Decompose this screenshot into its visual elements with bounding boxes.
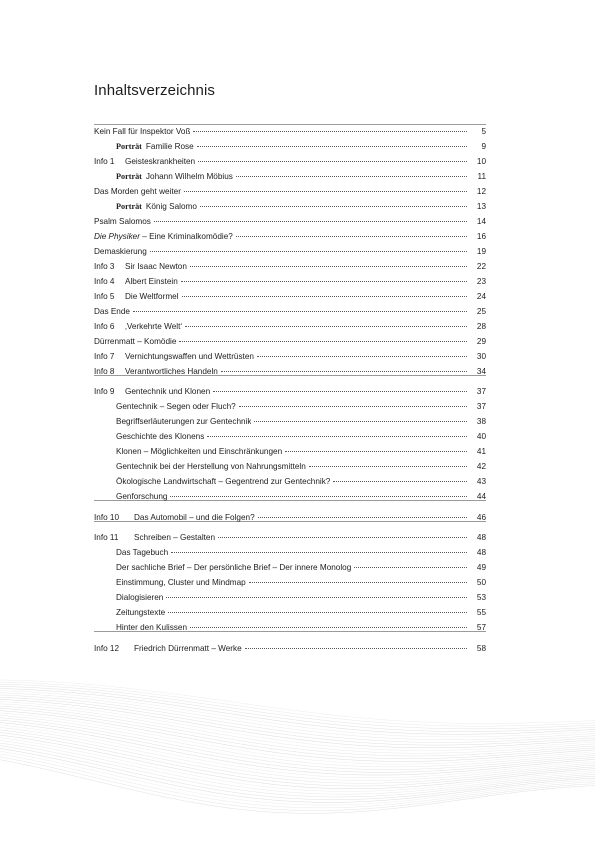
page-number: 30 — [476, 352, 486, 361]
page-number: 43 — [476, 477, 486, 486]
entry-text: Gentechnik – Segen oder Fluch? — [116, 402, 236, 411]
wave-line — [0, 684, 595, 729]
page-number: 16 — [476, 232, 486, 241]
dot-leader — [333, 480, 467, 482]
entry-text: Verantwortliches Handeln — [125, 367, 218, 376]
entry-title — [116, 490, 167, 504]
toc-entry[interactable] — [94, 335, 486, 349]
page-number: 40 — [476, 432, 486, 441]
dot-leader — [245, 647, 467, 649]
toc-entry[interactable] — [94, 125, 486, 139]
entry-text: Schreiben – Gestalten — [134, 533, 216, 542]
toc-entry[interactable] — [94, 561, 486, 575]
page-title: Inhaltsverzeichnis — [94, 82, 216, 100]
toc-entry[interactable] — [94, 591, 486, 605]
dot-leader — [182, 295, 467, 297]
dot-leader — [179, 340, 467, 342]
toc-entry[interactable] — [94, 320, 486, 334]
toc-entry[interactable] — [94, 576, 486, 590]
wave-line — [0, 682, 595, 726]
entry-text: Das Ende — [94, 307, 130, 316]
page-number: 19 — [476, 247, 486, 256]
entry-title — [116, 621, 187, 635]
toc-entry[interactable] — [94, 445, 486, 459]
entry-title — [116, 576, 246, 590]
page-number: 34 — [476, 367, 486, 376]
entry-title — [125, 365, 218, 379]
page-number: 49 — [476, 563, 486, 572]
entry-title — [134, 642, 242, 656]
toc-entry[interactable] — [94, 215, 486, 229]
entry-title — [116, 400, 236, 414]
wave-decoration — [0, 660, 595, 842]
info-prefix: Info 6 — [94, 322, 115, 331]
dot-leader — [185, 325, 467, 327]
entry-title — [125, 350, 254, 364]
info-prefix: Info 1 — [94, 157, 115, 166]
toc-entry[interactable] — [94, 290, 486, 304]
toc-entry[interactable] — [94, 546, 486, 560]
entry-title — [125, 320, 182, 334]
entry-text: Sir Isaac Newton — [125, 262, 187, 271]
toc-entry[interactable] — [94, 400, 486, 414]
entry-title — [116, 475, 330, 489]
entry-text: Geschichte des Klonens — [116, 432, 205, 441]
dot-leader — [309, 465, 467, 467]
entry-title — [116, 561, 351, 575]
dot-leader — [193, 130, 467, 132]
dot-leader — [258, 516, 467, 518]
entry-text: Zeitungstexte — [116, 608, 166, 617]
toc-entry[interactable] — [94, 260, 486, 274]
dot-leader — [168, 611, 467, 613]
entry-title — [116, 460, 306, 474]
portrait-label: Porträt — [116, 142, 142, 151]
entry-title — [94, 185, 181, 199]
toc-entry[interactable] — [94, 511, 486, 525]
page-number: 38 — [476, 417, 486, 426]
toc-entry[interactable] — [94, 170, 486, 184]
entry-title — [125, 155, 195, 169]
entry-title — [94, 215, 151, 229]
page-number: 5 — [481, 127, 486, 136]
dot-leader — [354, 566, 467, 568]
page-number: 29 — [476, 337, 486, 346]
portrait-label: Porträt — [116, 172, 142, 181]
toc-entry[interactable] — [94, 415, 486, 429]
toc-entry[interactable] — [94, 350, 486, 364]
info-prefix: Info 9 — [94, 387, 115, 396]
entry-text: Die Weltformel — [125, 292, 179, 301]
wave-line — [0, 727, 595, 780]
toc-entry[interactable] — [94, 365, 486, 379]
entry-text: Einstimmung, Cluster und Mindmap — [116, 578, 246, 587]
page-number: 9 — [481, 142, 486, 151]
wave-line — [0, 688, 595, 734]
page-number: 55 — [476, 608, 486, 617]
entry-text: Psalm Salomos — [94, 217, 151, 226]
toc-entry[interactable] — [94, 185, 486, 199]
entry-text: Familie Rose — [145, 142, 194, 151]
info-prefix: Info 8 — [94, 367, 115, 376]
dot-leader — [285, 450, 467, 452]
entry-title — [116, 591, 163, 605]
entry-text: Kein Fall für Inspektor Voß — [94, 127, 191, 136]
entry-title — [116, 430, 204, 444]
entry-title — [125, 275, 178, 289]
toc-entry[interactable] — [94, 430, 486, 444]
entry-text: ‚Verkehrte Welt‘ — [125, 322, 183, 331]
entry-text: Das Tagebuch — [116, 548, 169, 557]
dot-leader — [184, 190, 467, 192]
toc-entry[interactable] — [94, 200, 486, 214]
dot-leader — [154, 220, 467, 222]
page-number: 57 — [476, 623, 486, 632]
entry-title — [94, 335, 176, 349]
toc-entry[interactable] — [94, 140, 486, 154]
info-prefix: Info 10 — [94, 513, 120, 522]
entry-title — [94, 230, 233, 244]
dot-leader — [133, 310, 467, 312]
toc-entry[interactable] — [94, 230, 486, 244]
info-prefix: Info 7 — [94, 352, 115, 361]
wave-line — [0, 693, 595, 740]
entry-title — [116, 445, 282, 459]
entry-title — [134, 511, 255, 525]
entry-text: Das Morden geht weiter — [94, 187, 181, 196]
page-number: 37 — [476, 387, 486, 396]
dot-leader — [197, 145, 467, 147]
page-number: 37 — [476, 402, 486, 411]
dot-leader — [254, 420, 467, 422]
dot-leader — [239, 405, 467, 407]
entry-title — [134, 531, 215, 545]
wave-line — [0, 720, 595, 772]
page-number: 11 — [477, 172, 486, 181]
dot-leader — [207, 435, 467, 437]
toc-entry[interactable] — [94, 621, 486, 635]
entry-title — [116, 606, 165, 620]
dot-leader — [200, 205, 467, 207]
dot-leader — [213, 390, 467, 392]
entry-text: – Eine Kriminalkomödie? — [139, 232, 233, 241]
page-number: 58 — [476, 644, 486, 653]
info-prefix: Info 3 — [94, 262, 115, 271]
entry-text: Klonen – Möglichkeiten und Einschränkungen — [116, 447, 283, 456]
toc-entry[interactable] — [94, 245, 486, 259]
entry-text: Ökologische Landwirtschaft – Gegentrend zur Gentechnik? — [116, 477, 331, 486]
page-number: 42 — [476, 462, 486, 471]
toc-entry[interactable] — [94, 531, 486, 545]
page-number: 53 — [476, 593, 486, 602]
dot-leader — [190, 626, 467, 628]
dot-leader — [170, 495, 467, 497]
page-number: 41 — [476, 447, 486, 456]
entry-title — [116, 170, 233, 184]
entry-text: Johann Wilhelm Möbius — [145, 172, 233, 181]
entry-title — [116, 415, 251, 429]
page-number: 10 — [476, 157, 486, 166]
page-number: 50 — [476, 578, 486, 587]
entry-title — [125, 385, 210, 399]
page-number: 13 — [476, 202, 486, 211]
dot-leader — [181, 280, 467, 282]
dot-leader — [198, 160, 467, 162]
toc-entry[interactable] — [94, 460, 486, 474]
italic-title: Die Physiker — [94, 232, 140, 241]
page-number: 48 — [476, 548, 486, 557]
toc-entry[interactable] — [94, 475, 486, 489]
entry-title — [94, 245, 147, 259]
entry-text: Friedrich Dürrenmatt – Werke — [134, 644, 242, 653]
entry-text: Genforschung — [116, 492, 168, 501]
page-number: 23 — [476, 277, 486, 286]
toc-entry[interactable] — [94, 606, 486, 620]
entry-text: Gentechnik und Klonen — [125, 387, 211, 396]
page-number: 28 — [476, 322, 486, 331]
dot-leader — [166, 596, 467, 598]
toc-entry[interactable] — [94, 275, 486, 289]
page-number: 22 — [476, 262, 486, 271]
entry-title — [116, 140, 194, 154]
toc-entry[interactable] — [94, 305, 486, 319]
entry-text: Albert Einstein — [125, 277, 178, 286]
entry-title — [116, 200, 197, 214]
entry-text: Das Automobil – und die Folgen? — [134, 513, 255, 522]
portrait-label: Porträt — [116, 202, 142, 211]
entry-text: Vernichtungswaffen und Wettrüsten — [125, 352, 254, 361]
page-number: 48 — [476, 533, 486, 542]
entry-text: Demaskierung — [94, 247, 147, 256]
wave-line — [0, 743, 595, 797]
dot-leader — [257, 355, 467, 357]
info-prefix: Info 5 — [94, 292, 115, 301]
wave-line — [0, 686, 595, 731]
entry-text: König Salomo — [145, 202, 197, 211]
dot-leader — [190, 265, 467, 267]
dot-leader — [236, 235, 467, 237]
page-number: 44 — [476, 492, 486, 501]
dot-leader — [218, 536, 467, 538]
info-prefix: Info 12 — [94, 644, 120, 653]
entry-text: Dialogisieren — [116, 593, 164, 602]
entry-title — [94, 305, 130, 319]
entry-text: Begriffserläuterungen zur Gentechnik — [116, 417, 252, 426]
dot-leader — [236, 175, 467, 177]
entry-text: Hinter den Kulissen — [116, 623, 187, 632]
entry-title — [94, 125, 190, 139]
page-number: 14 — [476, 217, 486, 226]
info-prefix: Info 11 — [94, 533, 119, 542]
entry-text: Der sachliche Brief – Der persönliche Brief – Der innere Monolog — [116, 563, 352, 572]
toc-entry[interactable] — [94, 490, 486, 504]
info-prefix: Info 4 — [94, 277, 115, 286]
page-number: 12 — [476, 187, 486, 196]
entry-text: Dürrenmatt – Komödie — [94, 337, 177, 346]
dot-leader — [171, 551, 467, 553]
entry-text: Geisteskrankheiten — [125, 157, 196, 166]
toc-entry[interactable] — [94, 155, 486, 169]
dot-leader — [150, 250, 467, 252]
entry-title — [116, 546, 168, 560]
page-number: 24 — [476, 292, 486, 301]
dot-leader — [249, 581, 467, 583]
page-number: 46 — [476, 513, 486, 522]
entry-title — [125, 260, 187, 274]
dot-leader — [221, 370, 467, 372]
page-number: 25 — [476, 307, 486, 316]
entry-text: Gentechnik bei der Herstellung von Nahrungsmitteln — [116, 462, 306, 471]
entry-title — [125, 290, 179, 304]
toc-entry[interactable] — [94, 642, 486, 656]
toc-entry[interactable] — [94, 385, 486, 399]
